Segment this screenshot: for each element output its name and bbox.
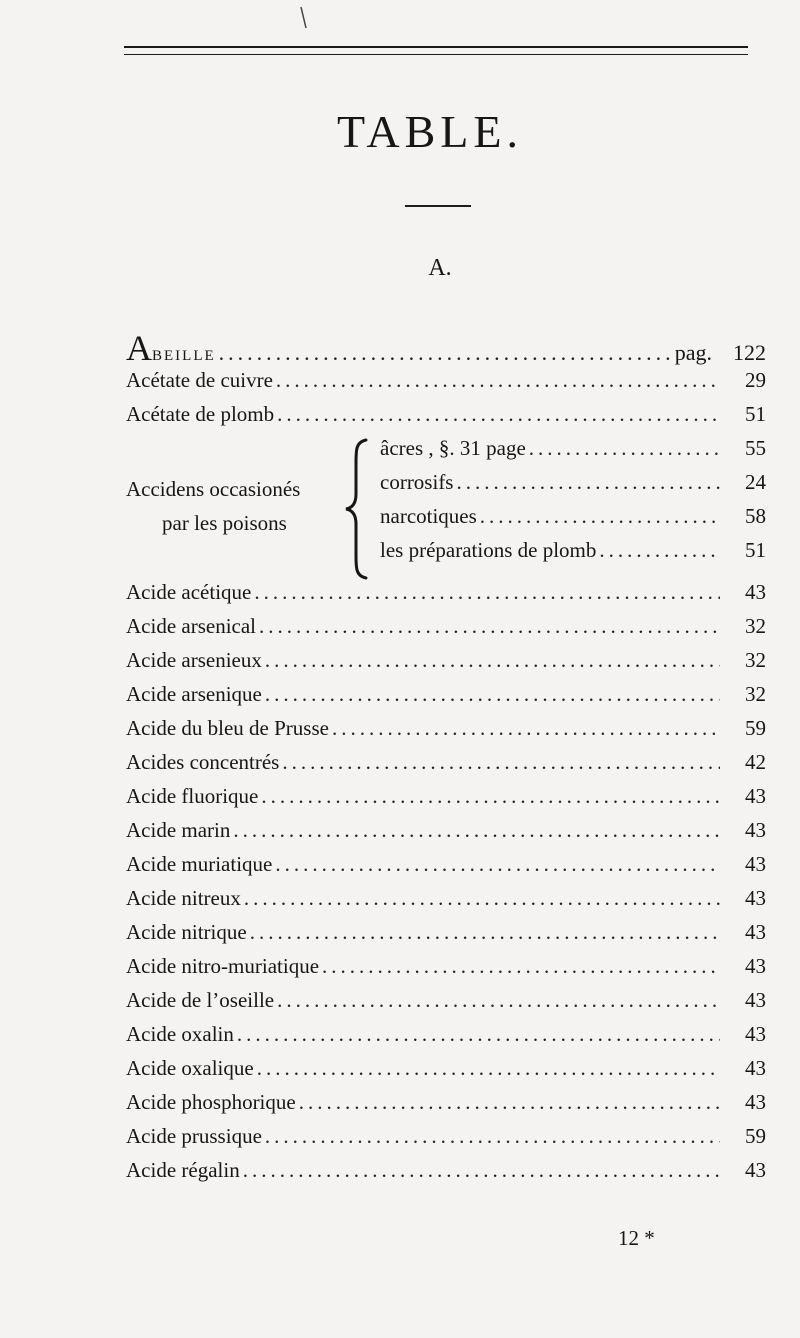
entry-label: Acide muriatique: [126, 852, 273, 876]
dot-leader: [265, 648, 720, 673]
entry-page-number: 43: [745, 920, 766, 944]
index-entry: [126, 1022, 766, 1056]
entry-page-number: 43: [745, 1090, 766, 1114]
entries-before-group: [126, 368, 766, 436]
dot-leader: [237, 1022, 720, 1047]
entry-label: Acide arsenieux: [126, 648, 262, 672]
entry-label: Acide prussique: [126, 1124, 262, 1148]
entry-page-number: 59: [745, 1124, 766, 1148]
index-entry: [126, 818, 766, 852]
entries-after-group: [126, 580, 766, 1192]
index-entry: [126, 750, 766, 784]
entry-page-number: 43: [745, 954, 766, 978]
dot-leader: [265, 1124, 720, 1149]
index-entry: [126, 1090, 766, 1124]
group-sub-entries: [380, 436, 766, 572]
entry-label: Acide oxalique: [126, 1056, 254, 1080]
entry-page-number: 43: [745, 818, 766, 842]
stray-ink-mark: [300, 6, 308, 30]
index-entry: [126, 1158, 766, 1192]
entry-label: Acide arsenical: [126, 614, 257, 638]
entry-label: Acide oxalin: [126, 1022, 234, 1046]
index-entry: [126, 614, 766, 648]
entry-label: Acétate de cuivre: [126, 368, 273, 392]
entry-page-number: 43: [745, 1022, 766, 1046]
dot-leader: [456, 470, 720, 495]
index-entry-first: [126, 330, 766, 368]
entry-label: âcres , §. 31 page: [380, 436, 526, 460]
dot-leader: [277, 988, 720, 1013]
entry-page-number: 32: [745, 682, 766, 706]
group-label-line1: Accidens occasionés: [126, 477, 301, 501]
entry-page-number: 29: [745, 368, 766, 392]
dot-leader: [254, 580, 720, 605]
entry-label: Acide nitro-muriatique: [126, 954, 320, 978]
index-entry: [126, 920, 766, 954]
index-entry: [126, 682, 766, 716]
entry-label: les préparations de plomb: [380, 538, 597, 562]
index-entry: [126, 852, 766, 886]
group-sub-entry: [380, 436, 766, 470]
entry-page-number: 43: [745, 886, 766, 910]
dot-leader: [275, 852, 720, 877]
index-entry: [126, 648, 766, 682]
entry-page-number: 122: [733, 340, 766, 365]
entry-page-number: 32: [745, 614, 766, 638]
entry-label: Acide fluorique: [126, 784, 259, 808]
dot-leader: [599, 538, 720, 563]
index-entry: [126, 988, 766, 1022]
small-caps-word: BEILLE: [152, 348, 216, 364]
drop-initial: A: [126, 328, 152, 368]
entry-label: Acétate de plomb: [126, 402, 275, 426]
dot-leader: [259, 614, 720, 639]
group-label: [126, 472, 300, 540]
entry-label: narcotiques: [380, 504, 477, 528]
dot-leader: [276, 368, 720, 393]
page-title: TABLE.: [336, 106, 523, 157]
entry-page-number: 43: [745, 852, 766, 876]
entry-page-number: 43: [745, 784, 766, 808]
index-entries: [126, 330, 766, 1192]
entry-label: Acide de l’oseille: [126, 988, 275, 1012]
index-entry: [126, 954, 766, 988]
entry-label: Acide marin: [126, 818, 231, 842]
index-entry: [126, 784, 766, 818]
group-label-line2: par les poisons: [162, 511, 287, 535]
index-entry: [126, 402, 766, 436]
entry-label: Acide régalin: [126, 1158, 240, 1182]
index-entry: [126, 368, 766, 402]
index-entry: [126, 1124, 766, 1158]
dot-leader: [261, 784, 720, 809]
group-sub-entry: [380, 504, 766, 538]
header-rule-thick: [124, 46, 748, 48]
entry-label: Acide arsenique: [126, 682, 262, 706]
entry-label: Acides concentrés: [126, 750, 280, 774]
entry-label: Acide nitreux: [126, 886, 241, 910]
dot-leader: [257, 1056, 720, 1081]
entry-page-number: 43: [745, 580, 766, 604]
entry-label: Acide phosphorique: [126, 1090, 296, 1114]
group-sub-entry: [380, 538, 766, 572]
index-entry: [126, 1056, 766, 1090]
entry-label: Acide acétique: [126, 580, 252, 604]
dot-leader: [250, 920, 720, 945]
entry-label: Acide du bleu de Prusse: [126, 716, 329, 740]
entry-page-number: 43: [745, 1056, 766, 1080]
dot-leader: [243, 1158, 720, 1183]
entry-page-number: 59: [745, 716, 766, 740]
curly-brace: [342, 438, 372, 580]
entry-label: corrosifs: [380, 470, 454, 494]
index-entry: [126, 580, 766, 614]
entry-page-number: 58: [745, 504, 766, 528]
header-rule-thin: [124, 54, 748, 55]
group-sub-entry: [380, 470, 766, 504]
entry-page-number: 51: [745, 402, 766, 426]
entry-page-number: 43: [745, 988, 766, 1012]
index-entry-group: [126, 436, 766, 580]
page-number: 12 *: [618, 1226, 655, 1250]
dot-leader: [233, 818, 720, 843]
entry-label: [126, 330, 216, 366]
entry-label: Acide nitrique: [126, 920, 247, 944]
page-prefix: pag.: [674, 340, 712, 365]
title-divider: [405, 205, 471, 207]
dot-leader: [332, 716, 720, 741]
entry-page-number: 51: [745, 538, 766, 562]
entry-page-number: 55: [745, 436, 766, 460]
dot-leader: [277, 402, 720, 427]
entry-page-number: 43: [745, 1158, 766, 1182]
dot-leader: [480, 504, 720, 529]
index-entry: [126, 886, 766, 920]
dot-leader: [219, 340, 671, 366]
dot-leader: [265, 682, 720, 707]
dot-leader: [244, 886, 720, 911]
dot-leader: [322, 954, 720, 979]
dot-leader: [299, 1090, 720, 1115]
dot-leader: [282, 750, 720, 775]
section-heading: A.: [428, 255, 452, 281]
entry-page-number: 32: [745, 648, 766, 672]
entry-page-number: 24: [745, 470, 766, 494]
dot-leader: [529, 436, 720, 461]
index-entry: [126, 716, 766, 750]
entry-page-number: 42: [745, 750, 766, 774]
